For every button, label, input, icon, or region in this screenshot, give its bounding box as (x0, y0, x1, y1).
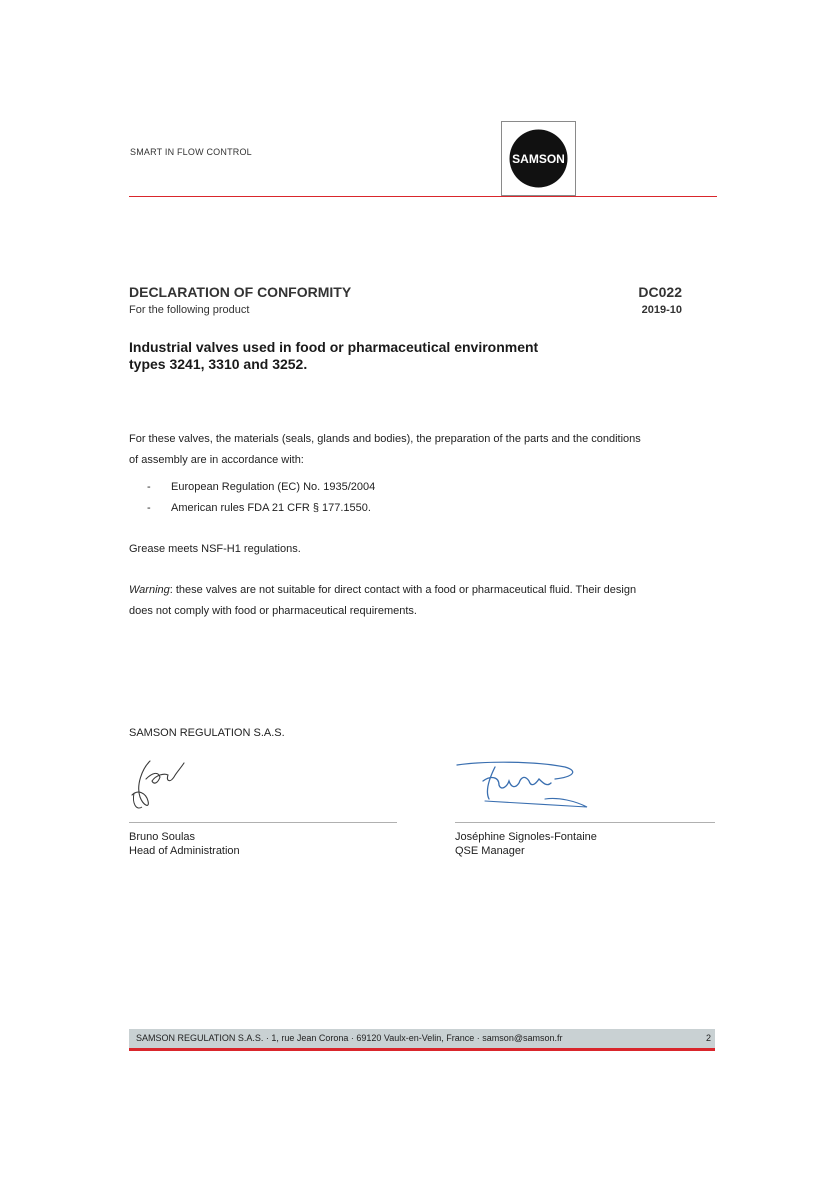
intro-line-2: of assembly are in accordance with: (129, 454, 304, 466)
samson-logo-mark (502, 122, 575, 195)
grease-statement: Grease meets NSF-H1 regulations. (129, 543, 301, 555)
signer-left-name: Bruno Soulas (129, 831, 196, 843)
page-number: 2 (706, 1033, 712, 1043)
footer-divider (129, 1048, 715, 1051)
bullet-text: European Regulation (EC) No. 1935/2004 (171, 481, 376, 493)
tagline: SMART IN FLOW CONTROL (130, 147, 252, 157)
signer-left (129, 830, 240, 858)
warning-label: Warning (129, 584, 170, 596)
regulation-list (147, 477, 375, 519)
document-subtitle: For the following product (129, 304, 250, 316)
bullet-marker: - (147, 502, 151, 514)
samson-logo-text: SAMSON (512, 152, 565, 166)
document-date: 2019-10 (641, 304, 682, 316)
product-heading (129, 339, 629, 373)
footer-address: SAMSON REGULATION S.A.S. · 1, rue Jean Corona · 69120 Vaulx-en-Velin, France · samson@samson.fr (136, 1033, 563, 1043)
signer-right (455, 830, 597, 858)
warning-line-2: does not comply with food or pharmaceutical requirements. (129, 605, 417, 617)
samson-logo (501, 121, 576, 196)
signer-left-role: Head of Administration (129, 845, 240, 857)
product-line-2: types 3241, 3310 and 3252. (129, 356, 308, 372)
bullet-marker: - (147, 481, 151, 493)
product-line-1: Industrial valves used in food or pharmaceutical environment (129, 339, 539, 355)
bullet-text: American rules FDA 21 CFR § 177.1550. (171, 502, 371, 514)
list-item (147, 477, 375, 498)
signature-right-image (455, 757, 595, 813)
intro-paragraph (129, 429, 709, 471)
warning-paragraph (129, 580, 709, 622)
header-divider (129, 196, 717, 197)
warning-text: : these valves are not suitable for direct contact with a food or pharmaceutical fluid. Their design (169, 584, 637, 596)
signer-right-role: QSE Manager (455, 845, 525, 857)
signer-right-name: Joséphine Signoles-Fontaine (455, 831, 597, 843)
signature-line-right (455, 822, 715, 823)
company-name: SAMSON REGULATION S.A.S. (129, 727, 285, 739)
signature-line-left (129, 822, 397, 823)
document-title: DECLARATION OF CONFORMITY (129, 284, 352, 300)
document-code: DC022 (638, 284, 682, 300)
intro-line-1: For these valves, the materials (seals, glands and bodies), the preparation of the parts and the conditions (129, 433, 641, 445)
warning-line-1 (129, 580, 709, 601)
list-item (147, 498, 375, 519)
signature-left-image (128, 755, 198, 815)
